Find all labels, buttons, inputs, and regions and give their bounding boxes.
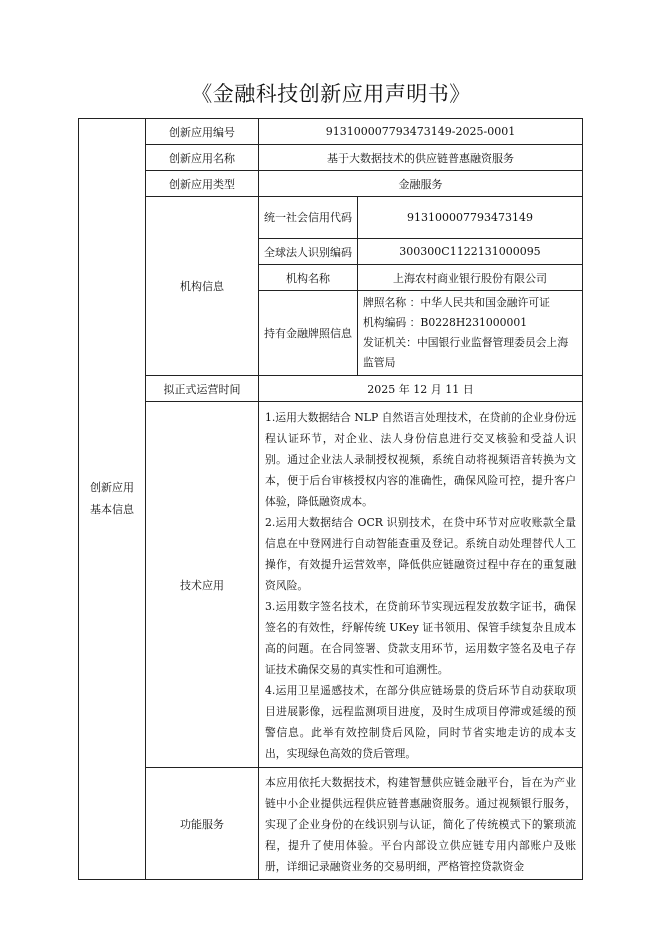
credit-code-label: 统一社会信用代码 [259, 197, 358, 239]
app-id-label: 创新应用编号 [146, 119, 259, 145]
row-app-type [79, 171, 583, 197]
app-type-value: 金融服务 [259, 171, 583, 197]
tech-item-3: 3.运用数字签名技术，在贷前环节实现远程发放数字证书，确保签名的有效性，纾解传统 UKey 证书领用、保管手续复杂且成本高的问题。在合同签署、贷款支用环节，运用数字签名及电子存证技术确保交易的真实性和可追溯性。 [265, 600, 576, 676]
declaration-table [78, 118, 583, 880]
license-org-code: 机构编码 ：B0228H231000001 [363, 316, 528, 329]
tech-application-value [259, 402, 583, 768]
credit-code-value: 913100007793473149 [358, 197, 583, 239]
app-id-value: 913100007793473149-2025-0001 [259, 119, 583, 145]
row-credit-code [79, 197, 583, 239]
document-title: 《金融科技创新应用声明书》 [191, 82, 471, 106]
section-basic-info-label: 创新应用 基本信息 [79, 119, 146, 880]
org-name-label: 机构名称 [259, 265, 358, 291]
function-service-value [259, 768, 583, 880]
org-info-label: 机构信息 [146, 197, 259, 376]
row-tech-application [79, 402, 583, 768]
lei-value: 300300C1122131000095 [358, 239, 583, 265]
license-name: 牌照名称 ：中华人民共和国金融许可证 [363, 296, 550, 309]
launch-date-value: 2025 年 12 月 11 日 [259, 376, 583, 402]
function-service-label: 功能服务 [146, 768, 259, 880]
org-name-value: 上海农村商业银行股份有限公司 [358, 265, 583, 291]
license-issuer: 发证机关：中国银行业监督管理委员会上海监管局 [363, 336, 569, 369]
row-function-service [79, 768, 583, 880]
tech-application-label: 技术应用 [146, 402, 259, 768]
app-name-label: 创新应用名称 [146, 145, 259, 171]
function-service-text: 本应用依托大数据技术，构建智慧供应链金融平台，旨在为产业链中小企业提供远程供应链普惠融资服务。通过视频银行服务，实现了企业身份的在线识别与认证，简化了传统模式下的繁琐流程，提升了使用体验。平台内部设立供应链专用内部账户及账册，详细记录融资业务的交易明细，严格管控贷款资金 [265, 776, 576, 873]
app-name-value: 基于大数据技术的供应链普惠融资服务 [259, 145, 583, 171]
row-app-name [79, 145, 583, 171]
launch-date-label: 拟正式运营时间 [146, 376, 259, 402]
row-launch-date [79, 376, 583, 402]
tech-item-1: 1.运用大数据结合 NLP 自然语言处理技术，在贷前的企业身份远程认证环节，对企业、法人身份信息进行交叉核验和受益人识别。通过企业法人录制授权视频，系统自动将视频语音转换为文本，便于后台审核授权内容的准确性，确保风险可控，提升客户体验，降低融资成本。 [265, 411, 576, 508]
row-app-id [79, 119, 583, 145]
tech-item-4: 4.运用卫星遥感技术，在部分供应链场景的贷后环节自动获取项目进展影像，远程监测项目进度，及时生成项目停滞或延缓的预警信息。此举有效控制贷后风险，同时节省实地走访的成本支出，实现绿色高效的贷后管理。 [265, 684, 576, 760]
lei-label: 全球法人识别编码 [259, 239, 358, 265]
app-type-label: 创新应用类型 [146, 171, 259, 197]
license-value [358, 291, 583, 376]
tech-item-2: 2.运用大数据结合 OCR 识别技术，在贷中环节对应收账款全量信息在中登网进行自动智能查重及登记。系统自动处理替代人工操作，有效提升运营效率，降低供应链融资过程中存在的重复融资风险。 [265, 516, 576, 592]
license-label: 持有金融牌照信息 [259, 291, 358, 376]
